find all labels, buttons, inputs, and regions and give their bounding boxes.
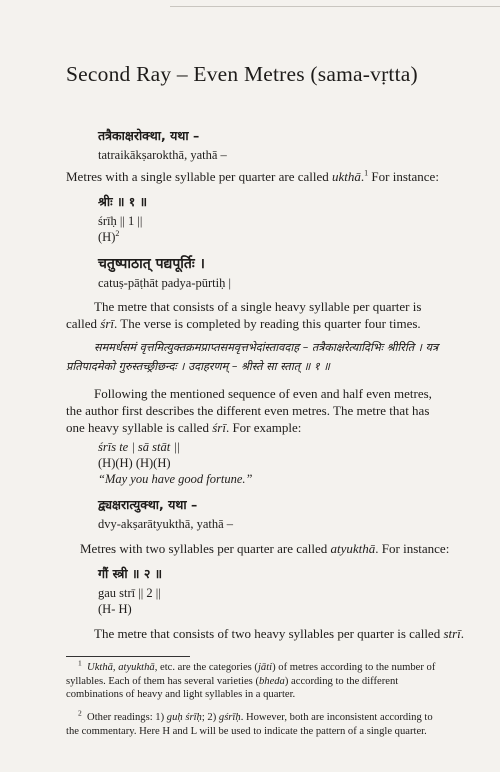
footnote-2-number: 2 xyxy=(78,708,82,718)
paragraph-1-tail: . The verse is completed by reading this quarter four times. xyxy=(114,316,421,331)
footnote-2-text-3: . However, both are inconsistent according to the commentary. Here H and L will be used to indicate the pattern of a single quarter. xyxy=(66,712,433,737)
verse-3-transliteration: gau strī || 2 || xyxy=(98,586,161,600)
footnote-1-number: 1 xyxy=(78,658,82,668)
footnote-2-term-1: guḥ śrīḥ xyxy=(166,712,202,723)
paragraph-1-text: The metre that consists of a single heavy syllable per quarter is called xyxy=(66,299,422,331)
sutra-1-description-tail: For instance: xyxy=(368,169,439,184)
verse-3-pattern: (H- H) xyxy=(98,602,132,616)
verse-1-transliteration: śrīḥ || 1 || xyxy=(98,214,143,228)
sutra-2-devanagari: द्व्यक्षरात्युक्था, यथा – xyxy=(98,497,198,512)
paragraph-1 xyxy=(66,298,442,332)
footnote-1-term-3: bheda xyxy=(258,675,285,687)
term-stri: strī xyxy=(443,626,461,641)
paragraph-3-text: The metre that consists of two heavy syllables per quarter is called xyxy=(94,626,444,641)
sutra-1-description: Metres with a single syllable per quarter are called ukthā.$^1$ For instance: xyxy=(66,168,439,184)
sutra-2-description-text: Metres with two syllables per quarter are called xyxy=(80,541,331,556)
footnote-1 xyxy=(66,658,446,702)
footnote-1-text-1: , etc. are the categories ( xyxy=(154,662,258,673)
term-ukthaa: ukthā xyxy=(332,169,361,184)
example-1-line: śrīs te | sā stāt || xyxy=(98,440,181,454)
sutra-1-devanagari: तत्रैकाक्षरोक्था, यथा – xyxy=(98,128,200,143)
verse-2-transliteration: catuṣ-pāṭhāt padya-pūrtiḥ | xyxy=(98,276,232,290)
verse-1-pattern xyxy=(98,230,119,245)
term-shri: śrī xyxy=(100,316,115,331)
sanskrit-commentary: सममर्धसमं वृत्तमित्युक्तक्रमप्राप्तसमवृत्तभेदांस्तावदाह – तत्रैकाक्षरेत्यादिभिः श्रीरिति । यत्र प्रतिपादमेको गुरुस्तच्छ्रीछन्दः । उदाहरणम् – श्रीस्ते सा स्तात् ॥ १ ॥ xyxy=(66,341,439,373)
verse-2-devanagari: चतुष्पाठात् पद्यपूर्तिः । xyxy=(98,256,205,272)
term-shri: śrī xyxy=(212,420,226,435)
sutra-1-description-text: Metres with a single syllable per quarter are called xyxy=(66,169,333,184)
footnote-2-text-2: ; 2) xyxy=(201,712,219,723)
footnote-2-term-2: gśrīḥ xyxy=(218,712,241,723)
footnote-2 xyxy=(66,708,446,738)
top-rule xyxy=(170,6,500,7)
paragraph-2-tail: . For example: xyxy=(225,420,302,435)
footnote-1-term-1: Ukthā, atyukthā xyxy=(87,662,155,673)
term-atyukthaa: atyukthā xyxy=(330,541,376,556)
footnote-1-text-3: ) according to the different combinations of heavy and light syllables in a quarter. xyxy=(66,675,399,700)
verse-3-devanagari: गौं स्त्री ॥ २ ॥ xyxy=(98,566,163,581)
footnote-2-text-1: Other readings: 1) xyxy=(87,712,167,723)
footnote-rule xyxy=(66,656,190,657)
example-1-translation: “May you have good fortune.” xyxy=(98,472,253,486)
paragraph-2 xyxy=(66,385,442,436)
sutra-2-description xyxy=(80,541,449,557)
footnote-ref-2: 2 xyxy=(115,228,120,238)
example-1-pattern: (H)(H) (H)(H) xyxy=(98,456,171,470)
page-title: Second Ray – Even Metres (sama-vṛtta) xyxy=(66,62,418,86)
footnote-ref-1: 1 xyxy=(364,168,369,178)
footnote-1-term-2: jāti xyxy=(257,662,273,673)
verse-1-devanagari: श्रीः ॥ १ ॥ xyxy=(98,194,148,209)
footnote-1-text-2: ) of metres according to the number of syllables. Each of them has several varieties ( xyxy=(66,662,436,687)
sutra-2-transliteration: dvy-akṣarātyukthā, yathā – xyxy=(98,517,234,531)
paragraph-2-text: Following the mentioned sequence of even and half even metres, the author first describes the different even metres. The metre that has one heavy syllable is called xyxy=(66,386,432,435)
paragraph-3-tail: . xyxy=(460,626,465,641)
sutra-2-description-tail: . For instance: xyxy=(375,541,450,556)
verse-1-pattern-text: (H) xyxy=(98,230,116,244)
paragraph-3 xyxy=(94,626,464,642)
sutra-1-transliteration: tatraikākṣarokthā, yathā – xyxy=(98,148,227,162)
